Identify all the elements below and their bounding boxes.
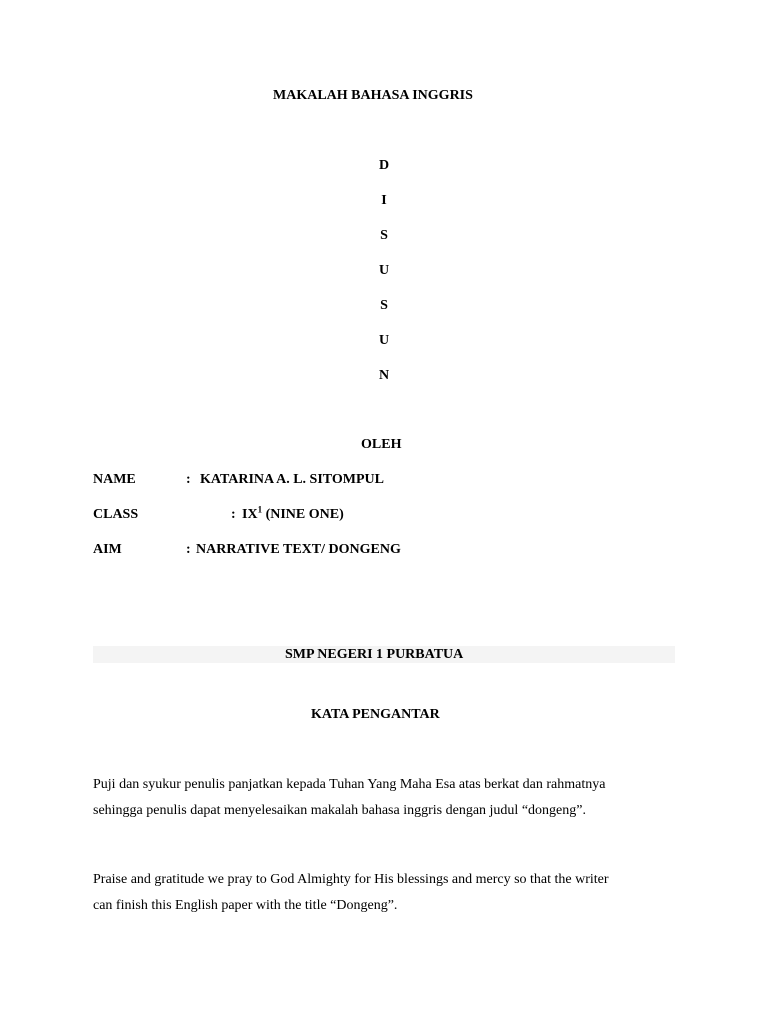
name-separator: : bbox=[186, 472, 191, 487]
paragraph-english-line-1: Praise and gratitude we pray to God Almighty for His blessings and mercy so that the writer bbox=[93, 872, 609, 887]
document-title: MAKALAH BAHASA INGGRIS bbox=[273, 88, 473, 103]
aim-label: AIM bbox=[93, 542, 122, 557]
disusun-letter-1: D bbox=[378, 158, 390, 173]
aim-value: NARRATIVE TEXT/ DONGENG bbox=[196, 542, 401, 557]
paragraph-indonesian-line-1: Puji dan syukur penulis panjatkan kepada Tuhan Yang Maha Esa atas berkat dan rahmatnya bbox=[93, 777, 606, 792]
name-value: KATARINA A. L. SITOMPUL bbox=[200, 472, 384, 487]
class-value-superscript: 1 bbox=[257, 504, 263, 515]
class-value-rest: (NINE ONE) bbox=[265, 507, 344, 522]
paragraph-english bbox=[93, 867, 693, 919]
school-name: SMP NEGERI 1 PURBATUA bbox=[285, 647, 464, 662]
disusun-letter-7: N bbox=[378, 368, 390, 383]
disusun-letter-6: U bbox=[378, 333, 390, 348]
class-value-main: IX bbox=[242, 507, 258, 522]
paragraph-english-line-2: can finish this English paper with the title “Dongeng”. bbox=[93, 898, 398, 913]
paragraph-indonesian bbox=[93, 772, 693, 824]
disusun-letter-2: I bbox=[381, 193, 387, 208]
oleh-heading: OLEH bbox=[361, 437, 402, 452]
aim-separator: : bbox=[186, 542, 191, 557]
disusun-letter-3: S bbox=[380, 228, 388, 243]
kata-pengantar-heading: KATA PENGANTAR bbox=[311, 707, 440, 722]
disusun-letter-5: S bbox=[380, 298, 388, 313]
disusun-letter-4: U bbox=[378, 263, 390, 278]
name-label: NAME bbox=[93, 472, 136, 487]
class-value bbox=[242, 506, 344, 524]
class-separator: : bbox=[231, 507, 236, 522]
class-label: CLASS bbox=[93, 507, 139, 522]
paragraph-indonesian-line-2: sehingga penulis dapat menyelesaikan makalah bahasa inggris dengan judul “dongeng”. bbox=[93, 803, 586, 818]
